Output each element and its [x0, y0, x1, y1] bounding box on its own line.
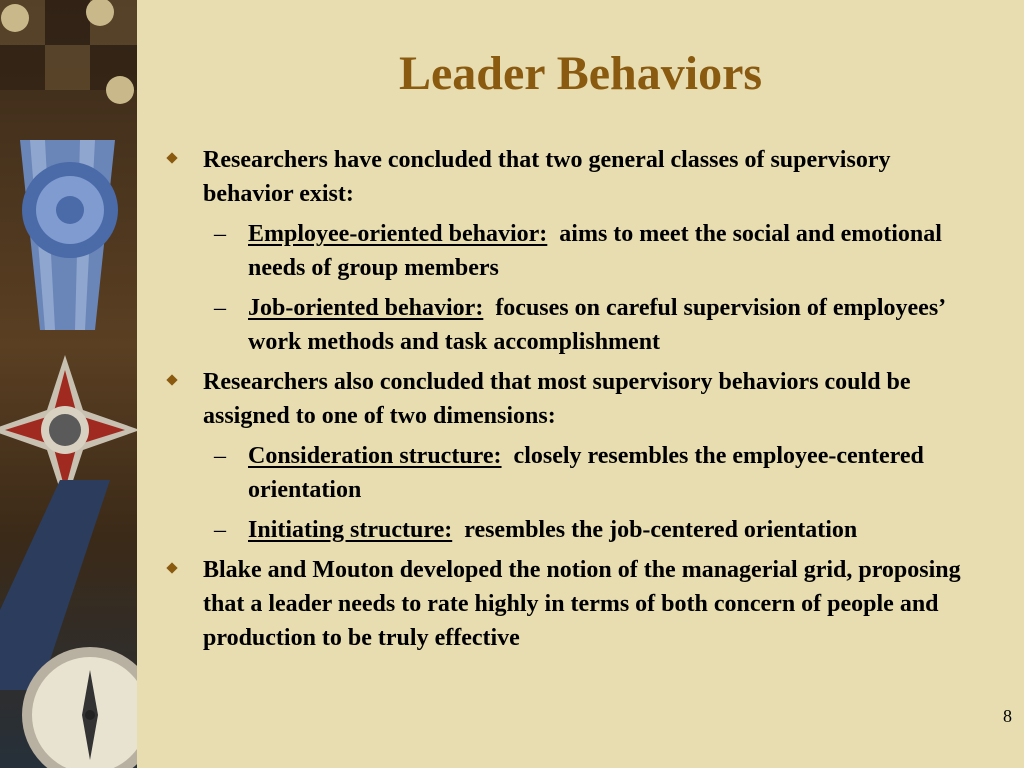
term-description: closely resembles the employee-centered orientation	[248, 443, 924, 503]
term-label: Initiating structure:	[248, 517, 453, 543]
dash-bullet-icon: –	[214, 517, 226, 543]
sidebar-collage-image	[0, 0, 137, 768]
term-description: focuses on careful supervision of employees’ work methods and task accomplishment	[248, 295, 945, 355]
dash-bullet-icon: –	[214, 295, 226, 321]
sub-list-item	[166, 291, 986, 359]
term-label: Consideration structure:	[248, 443, 502, 469]
diamond-bullet-icon	[166, 152, 177, 163]
page-number: 8	[1003, 706, 1012, 726]
bullet-text: Researchers have concluded that two general classes of supervisory behavior exist:	[203, 147, 891, 207]
dash-bullet-icon: –	[214, 443, 226, 469]
list-item	[166, 365, 986, 433]
bullet-text: Blake and Mouton developed the notion of the managerial grid, proposing that a leader needs to rate highly in terms of both concern of people and production to be truly effective	[203, 557, 961, 651]
sub-list-item	[166, 439, 986, 507]
medal-compass-illustration	[0, 0, 137, 768]
term-label: Job-oriented behavior:	[248, 295, 484, 321]
term-description: resembles the job-centered orientation	[464, 517, 858, 543]
list-item	[166, 553, 986, 655]
list-item	[166, 143, 986, 211]
diamond-bullet-icon	[166, 374, 177, 385]
dash-bullet-icon: –	[214, 221, 226, 247]
bullet-text: Researchers also concluded that most supervisory behaviors could be assigned to one of two dimensions:	[203, 369, 911, 429]
slide-title: Leader Behaviors	[398, 47, 763, 100]
diamond-bullet-icon	[166, 562, 177, 573]
sub-list-item	[166, 217, 986, 285]
bullet-list	[166, 143, 986, 661]
term-label: Employee-oriented behavior:	[248, 221, 548, 247]
term-description: aims to meet the social and emotional needs of group members	[248, 221, 942, 281]
sub-list-item	[166, 513, 986, 547]
